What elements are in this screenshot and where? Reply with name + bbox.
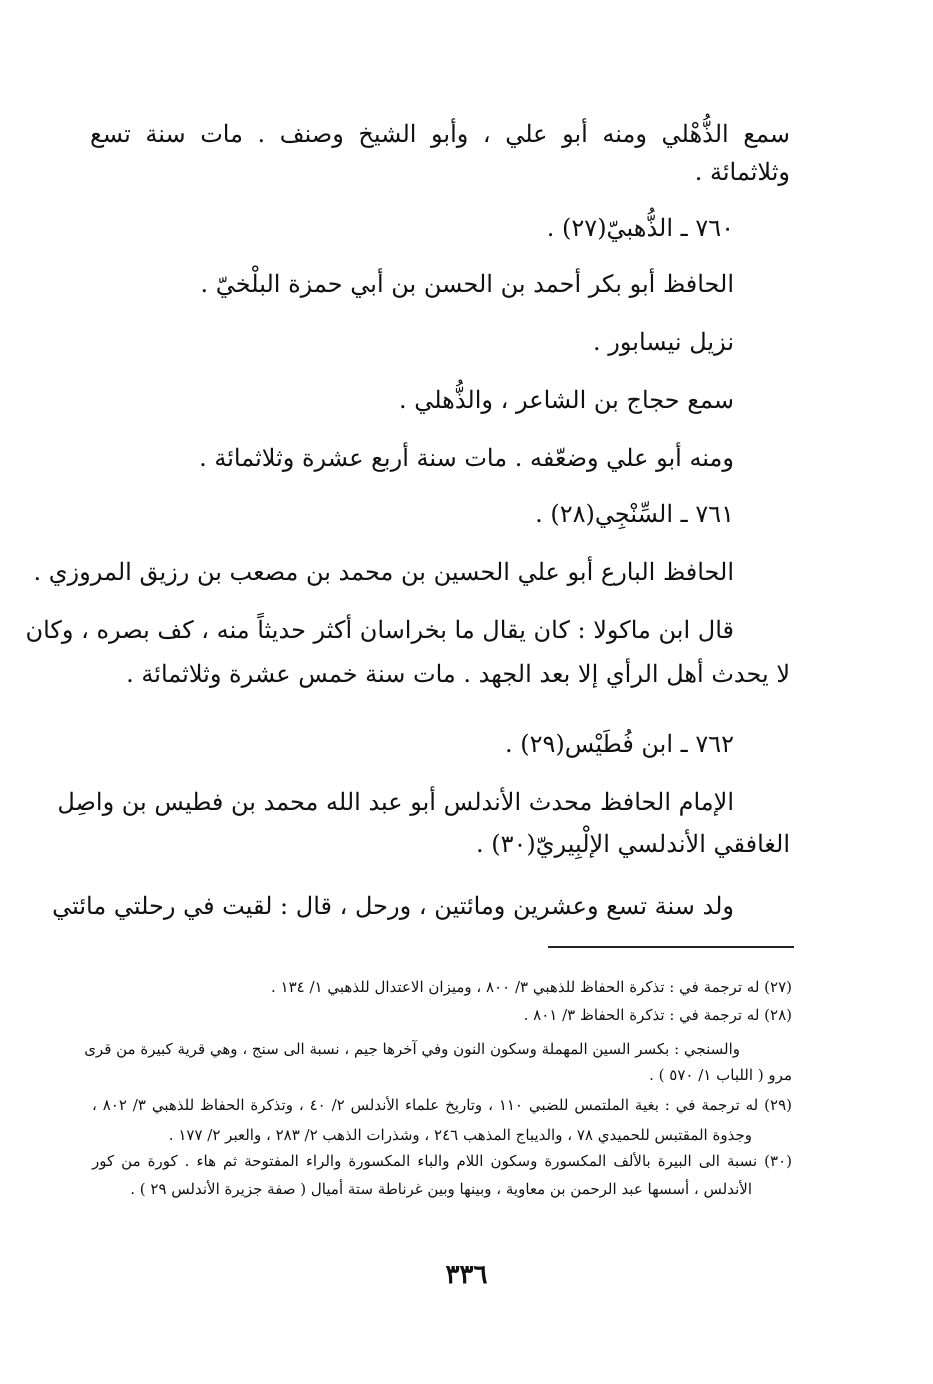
body-line: قال ابن ماكولا : كان يقال ما بخراسان أكثر حديثاً منه ، كف بصره ، وكان [25, 616, 734, 644]
body-line: وثلاثمائة . [694, 158, 790, 186]
body-line: ولد سنة تسع وعشرين ومائتين ، ورحل ، قال : لقيت في رحلتي مائتي [52, 892, 734, 920]
footnote-separator [548, 946, 794, 948]
footnote: (٢٨) له ترجمة في : تذكرة الحفاظ ٣/ ٨٠١ . [523, 1006, 792, 1024]
footnote: الأندلس ، أسسها عبد الرحمن بن معاوية ، وبينها وبين غرناطة ستة أميال ( صفة جزيرة الأندلس ٢٩ ) . [130, 1180, 752, 1198]
footnote: وجذوة المقتبس للحميدي ٧٨ ، والديباج المذهب ٢٤٦ ، وشذرات الذهب ٢/ ٢٨٣ ، والعبر ٢/ ١٧٧ . [168, 1126, 752, 1144]
body-line: ومنه أبو علي وضعّفه . مات سنة أربع عشرة وثلاثمائة . [199, 444, 734, 472]
body-line: سمع الذُّهْلي ومنه أبو علي ، وأبو الشيخ وصنف . مات سنة تسع [90, 120, 790, 148]
body-line: الإمام الحافظ محدث الأندلس أبو عبد الله محمد بن فطيس بن واصِل [57, 788, 734, 816]
body-line: لا يحدث أهل الرأي إلا بعد الجهد . مات سنة خمس عشرة وثلاثمائة . [126, 660, 790, 688]
page-number: ٣٣٦ [445, 1260, 488, 1290]
body-line: سمع حجاج بن الشاعر ، والذُّهلي . [398, 386, 734, 414]
entry-heading: ٧٦٢ ـ ابن فُطَيْس(٢٩) . [505, 730, 734, 758]
footnote: والسنجي : بكسر السين المهملة وسكون النون وفي آخرها جيم ، نسبة الى سنج ، وهي قرية كبيرة من قرى [84, 1040, 740, 1058]
entry-heading: ٧٦١ ـ السِّنْجِي(٢٨) . [535, 500, 734, 528]
body-line: الغافقي الأندلسي الإلْبِيريّ(٣٠) . [475, 830, 790, 858]
footnote: (٢٧) له ترجمة في : تذكرة الحفاظ للذهبي ٣/ ٨٠٠ ، وميزان الاعتدال للذهبي ١/ ١٣٤ . [271, 978, 792, 996]
body-line: الحافظ البارع أبو علي الحسين بن محمد بن مصعب بن رزيق المروزي . [33, 558, 734, 586]
footnote: (٣٠) نسبة الى البيرة بالألف المكسورة وسكون اللام والباء المكسورة والراء المفتوحة ثم هاء . كورة من كور [92, 1152, 792, 1170]
body-line: نزيل نيسابور . [593, 328, 734, 356]
footnote: مرو ( اللباب ١/ ٥٧٠ ) . [649, 1066, 792, 1084]
entry-heading: ٧٦٠ ـ الذُّهبيّ(٢٧) . [546, 214, 734, 242]
footnote: (٢٩) له ترجمة في : بغية الملتمس للضبي ١١٠ ، وتاريخ علماء الأندلس ٢/ ٤٠ ، وتذكرة الحفاظ للذهبي ٣/ ٨٠٢ ، [92, 1096, 792, 1114]
body-line: الحافظ أبو بكر أحمد بن الحسن بن أبي حمزة البلْخيّ . [200, 270, 734, 298]
